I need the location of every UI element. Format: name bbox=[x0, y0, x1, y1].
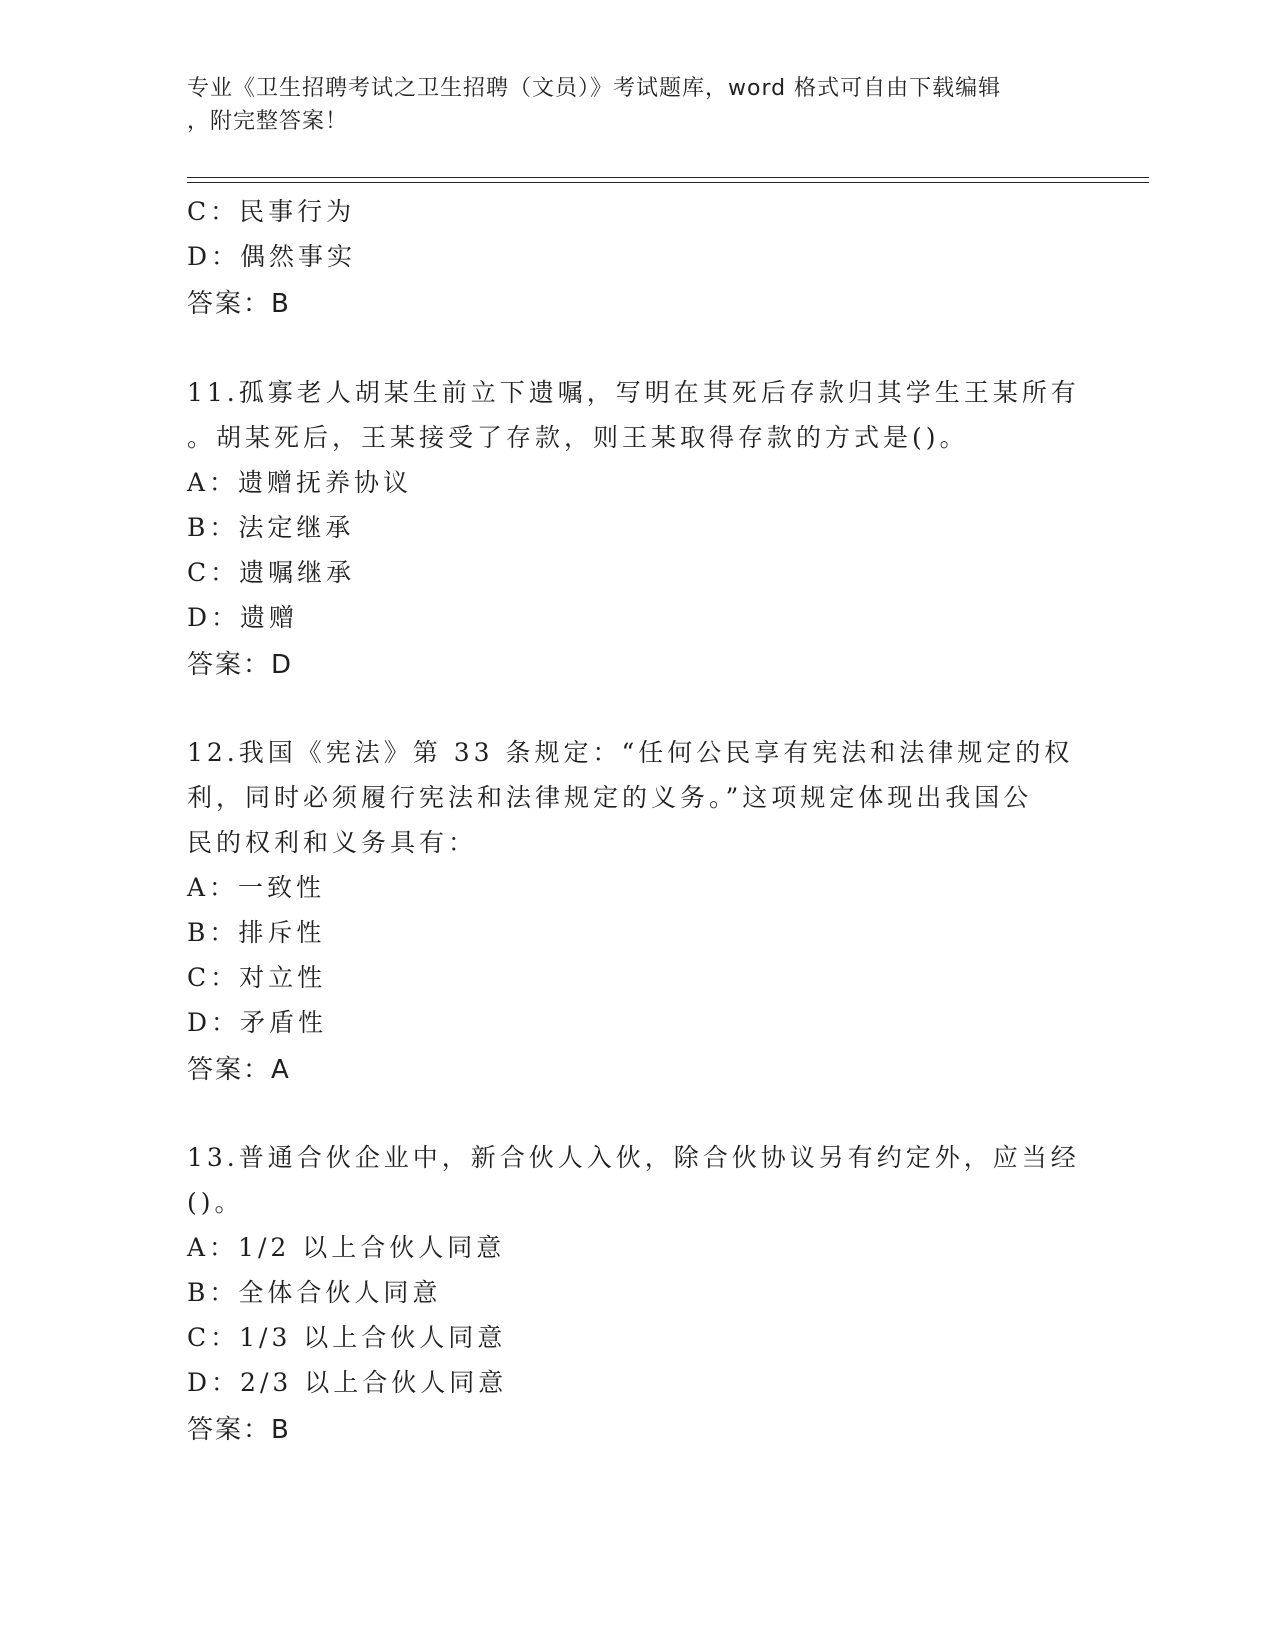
q13-option-a: A：1/2 以上合伙人同意 bbox=[187, 1233, 506, 1262]
q11-option-a: A：遗赠抚养协议 bbox=[187, 468, 413, 497]
q13-line-2: ()。 bbox=[187, 1188, 244, 1217]
q12-answer: 答案：A bbox=[187, 1055, 291, 1085]
q13-option-b: B：全体合伙人同意 bbox=[187, 1278, 442, 1307]
q12-line-1: 12.我国《宪法》第 33 条规定：“任何公民享有宪法和法律规定的权 bbox=[187, 738, 1074, 767]
q12-option-b: B：排斥性 bbox=[187, 918, 326, 947]
q11-option-b: B：法定继承 bbox=[187, 513, 355, 542]
q12-line-3: 民的权利和义务具有： bbox=[187, 828, 478, 857]
q11-line-1: 11.孤寡老人胡某生前立下遗嘱，写明在其死后存款归其学生王某所有 bbox=[187, 378, 1080, 407]
q12-option-a: A：一致性 bbox=[187, 873, 326, 902]
q12-line-2: 利，同时必须履行宪法和法律规定的义务。”这项规定体现出我国公 bbox=[187, 783, 1033, 812]
q11-option-d: D：遗赠 bbox=[187, 603, 299, 632]
q12-option-d: D：矛盾性 bbox=[187, 1008, 328, 1037]
prev-option-c: C：民事行为 bbox=[187, 197, 356, 226]
header-line-1: 专业《卫生招聘考试之卫生招聘（文员）》考试题库，word 格式可自由下载编辑 bbox=[187, 76, 1002, 101]
q12-option-c: C：对立性 bbox=[187, 963, 327, 992]
header-rule-top bbox=[187, 177, 1149, 178]
prev-option-d: D：偶然事实 bbox=[187, 242, 357, 271]
header-line-2: ，附完整答案！ bbox=[187, 109, 349, 134]
q13-option-d: D：2/3 以上合伙人同意 bbox=[187, 1368, 508, 1397]
page-header bbox=[187, 72, 1067, 138]
q13-option-c: C：1/3 以上合伙人同意 bbox=[187, 1323, 507, 1352]
header-rule-bottom bbox=[187, 182, 1149, 183]
q13-line-1: 13.普通合伙企业中，新合伙人入伙，除合伙协议另有约定外，应当经 bbox=[187, 1143, 1080, 1172]
q11-answer: 答案：D bbox=[187, 650, 294, 680]
q11-line-2: 。胡某死后，王某接受了存款，则王某取得存款的方式是()。 bbox=[187, 423, 969, 452]
q11-option-c: C：遗嘱继承 bbox=[187, 558, 356, 587]
q13-answer: 答案：B bbox=[187, 1415, 291, 1445]
prev-answer: 答案：B bbox=[187, 289, 291, 319]
